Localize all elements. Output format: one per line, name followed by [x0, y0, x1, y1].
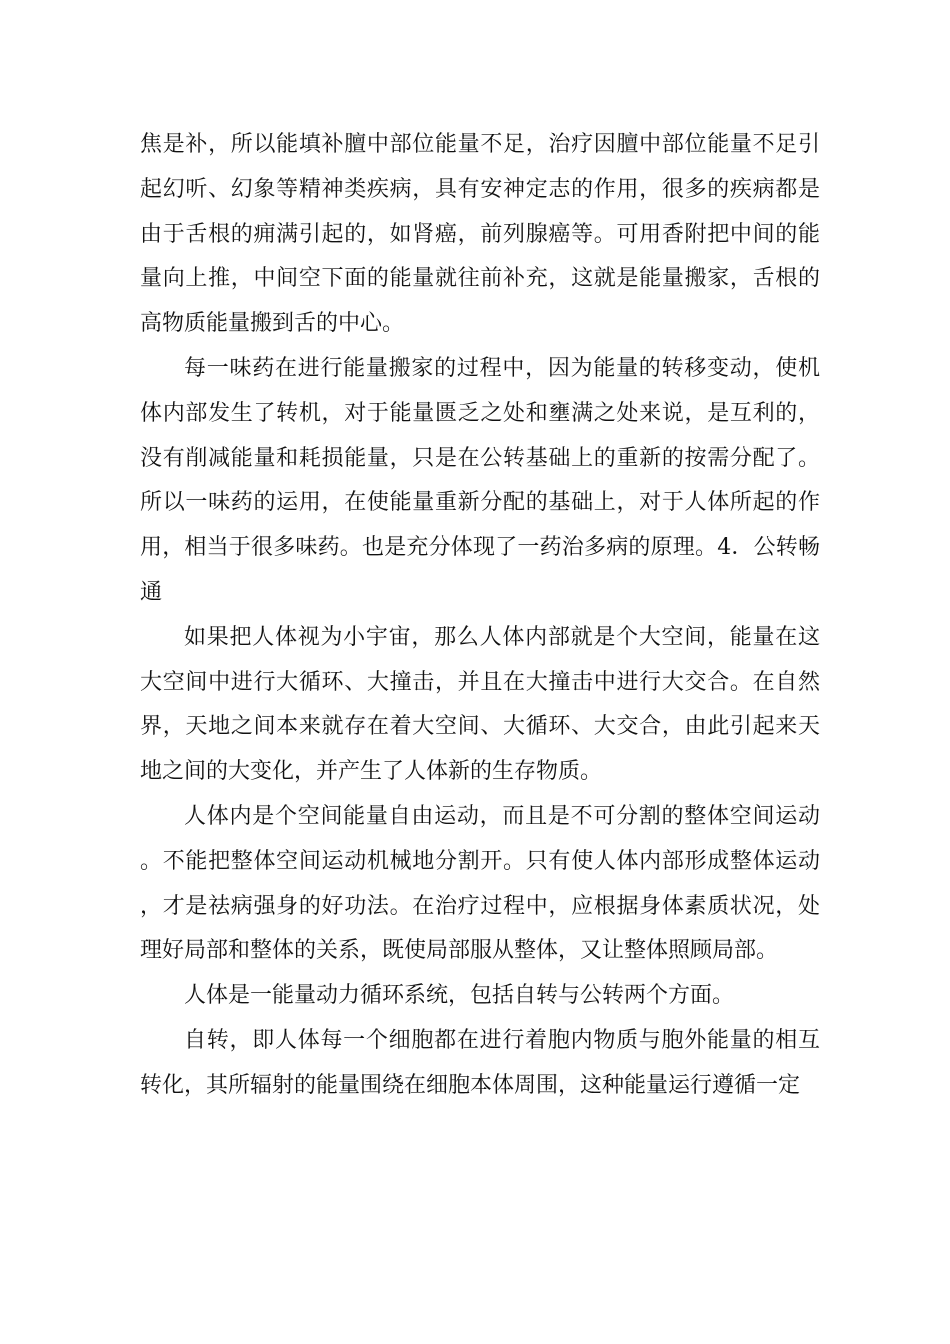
paragraph-2: 每一味药在进行能量搬家的过程中，因为能量的转移变动，使机体内部发生了转机，对于能量匮乏之处和壅满之处来说，是互利的，没有削减能量和耗损能量，只是在公转基础上的重新的按需分配了。所以一味药的运用，在使能量重新分配的基础上，对于人体所起的作用，相当于很多味药。也是充分体现了一药治多病的原理。4．公转畅通 — [140, 355, 820, 605]
paragraph-5: 人体是一能量动力循环系统，包括自转与公转两个方面。 — [184, 983, 735, 1009]
paragraph-3: 如果把人体视为小宇宙，那么人体内部就是个大空间，能量在这大空间中进行大循环、大撞击，并且在大撞击中进行大交合。在自然界，天地之间本来就存在着大空间、大循环、大交合，由此引起来天地之间的大变化，并产生了人体新的生存物质。 — [140, 624, 820, 785]
paragraph-4: 人体内是个空间能量自由运动，而且是不可分割的整体空间运动。不能把整体空间运动机械地分割开。只有使人体内部形成整体运动，才是祛病强身的好功法。在治疗过程中，应根据身体素质状况，处理好局部和整体的关系，既使局部服从整体，又让整体照顾局部。 — [140, 803, 820, 964]
document-body — [140, 123, 820, 1109]
paragraph-1: 焦是补，所以能填补膻中部位能量不足，治疗因膻中部位能量不足引起幻听、幻象等精神类疾病，具有安神定志的作用，很多的疾病都是由于舌根的痈满引起的，如肾癌，前列腺癌等。可用香附把中间的能量向上推，中间空下面的能量就往前补充，这就是能量搬家，舌根的高物质能量搬到舌的中心。 — [140, 132, 820, 337]
paragraph-6: 自转，即人体每一个细胞都在进行着胞内物质与胞外能量的相互转化，其所辐射的能量围绕在细胞本体周围，这种能量运行遵循一定 — [140, 1027, 820, 1098]
